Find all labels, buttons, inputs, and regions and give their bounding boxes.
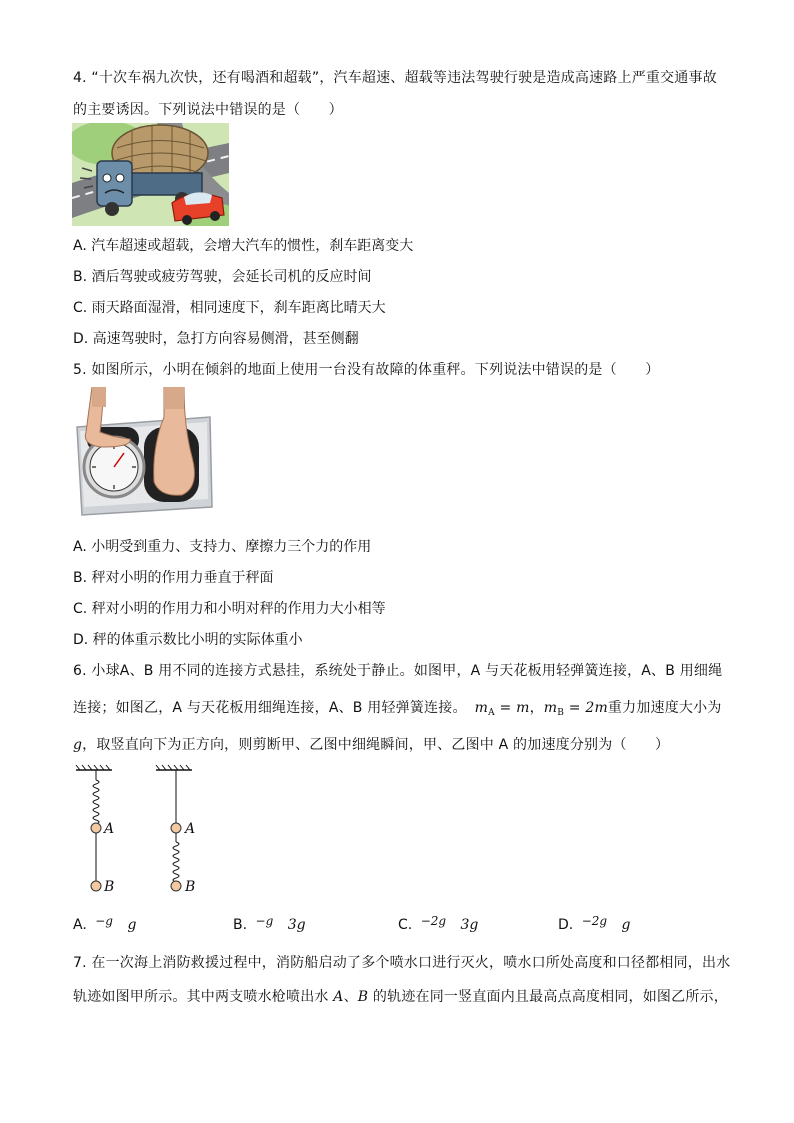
gravity-symbol: g	[73, 737, 83, 753]
q4-option-a: A. 汽车超速或超载，会增大汽车的惯性，刹车距离变大	[73, 238, 414, 254]
q4-stem-line2: 的主要诱因。下列说法中错误的是（ ）	[73, 102, 343, 118]
q5-option-b: B. 秤对小明的作用力垂直于秤面	[73, 570, 274, 586]
diagram-jia-label-b: B	[104, 879, 115, 895]
q7-var-b: B	[357, 989, 369, 1005]
q6-line2-post: 重力加速度大小为	[607, 700, 722, 716]
diagram-yi-label-b: B	[185, 879, 196, 895]
diagram-jia	[72, 764, 132, 896]
mass-b-symbol: $m_B = 2m$	[543, 700, 608, 718]
q4-option-d: D. 高速驾驶时，急打方向容易侧滑，甚至侧翻	[73, 331, 359, 347]
q5-stem-line1: 5. 如图所示，小明在倾斜的地面上使用一台没有故障的体重秤。下列说法中错误的是（ ）	[73, 362, 660, 378]
q4-option-c: C. 雨天路面湿滑，相同速度下，刹车距离比晴天大	[73, 300, 386, 316]
q6-line3-text: ，取竖直向下为正方向，则剪断甲、乙图中细绳瞬间，甲、乙图中 A 的加速度分别为（ ）	[82, 737, 670, 753]
diagram-yi-label-a: A	[185, 821, 196, 837]
q5-option-c: C. 秤对小明的作用力和小明对秤的作用力大小相等	[73, 601, 386, 617]
diagram-yi	[152, 764, 212, 896]
q6-option-d: D. −2g g	[558, 914, 631, 933]
q6-stem-line1: 6. 小球A、B 用不同的连接方式悬挂，系统处于静止。如图甲，A 与天花板用轻弹簧连接，A、B 用细绳	[73, 663, 723, 679]
q7-separator: 、	[343, 989, 358, 1005]
traffic-cartoon-image	[72, 123, 229, 226]
q7-stem-line2	[73, 986, 728, 1006]
mass-a-symbol: $m_A = m$	[474, 700, 530, 718]
q6-line2-text: 连接；如图乙，A 与天花板用细绳连接，A、B 用轻弹簧连接。	[73, 700, 467, 716]
q6-stem-line3	[73, 734, 669, 754]
q6-separator: ，	[529, 700, 544, 716]
q6-option-c: C. −2g 3g	[398, 914, 479, 933]
q7-line2-post: 的轨迹在同一竖直面内且最高点高度相同，如图乙所示，	[368, 989, 728, 1005]
q6-option-a: A. −g g	[73, 914, 137, 933]
q4-option-b: B. 酒后驾驶或疲劳驾驶，会延长司机的反应时间	[73, 269, 372, 285]
q7-stem-line1: 7. 在一次海上消防救援过程中，消防船启动了多个喷水口进行灭火，喷水口所处高度和口径都相同，出水	[73, 955, 731, 971]
q5-option-d: D. 秤的体重示数比小明的实际体重小	[73, 632, 303, 648]
q6-stem-line2	[73, 697, 722, 718]
q5-option-a: A. 小明受到重力、支持力、摩擦力三个力的作用	[73, 539, 372, 555]
q7-var-a: A	[333, 989, 344, 1005]
q6-option-b: B. −g 3g	[233, 914, 306, 933]
q4-stem-line1: 4. “十次车祸九次快，还有喝酒和超载”，汽车超速、超载等违法驾驶行驶是造成高速路上严重交通事故	[73, 70, 717, 86]
q7-line2-text: 轨迹如图甲所示。其中两支喷水枪喷出水	[73, 989, 334, 1005]
scale-photo-image	[72, 387, 214, 524]
diagram-jia-label-a: A	[104, 821, 115, 837]
